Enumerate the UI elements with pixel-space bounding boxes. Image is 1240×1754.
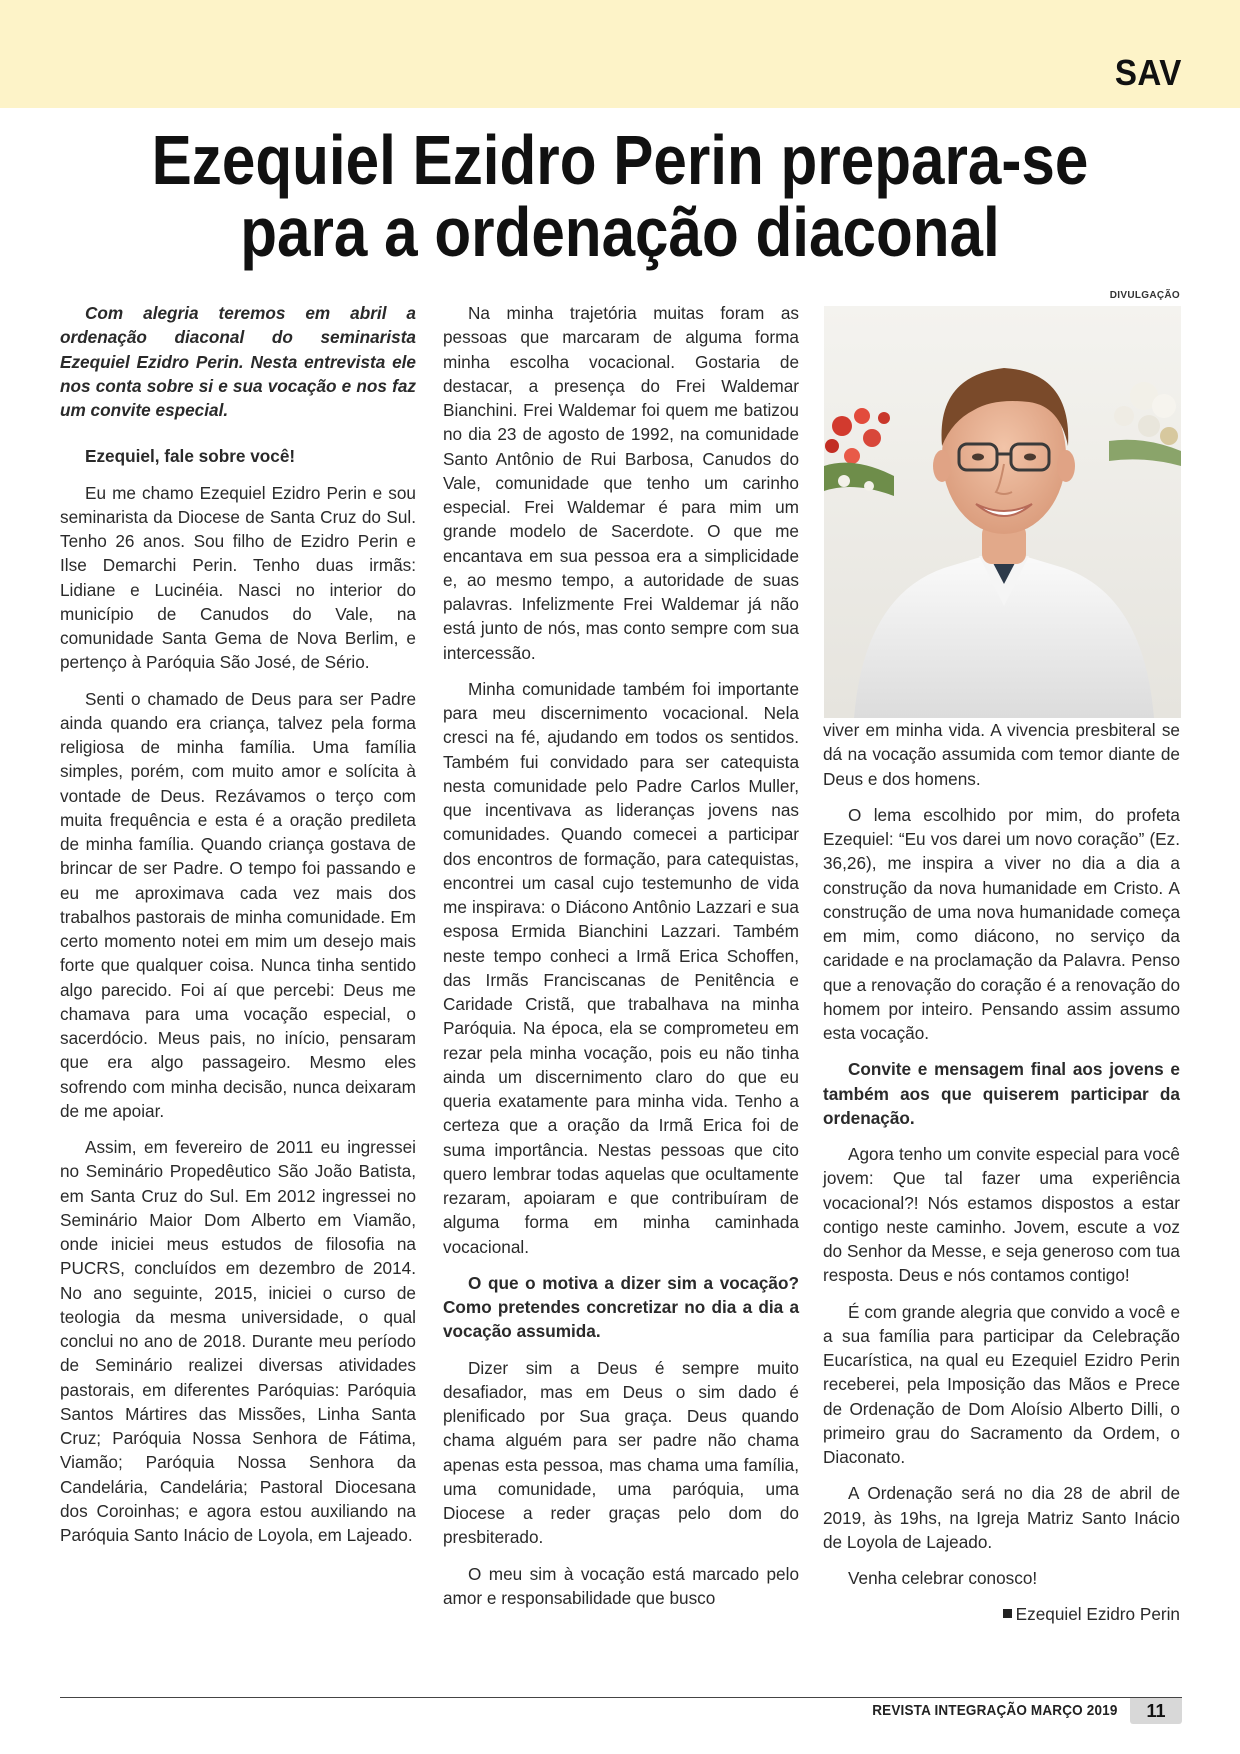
paragraph: Na minha trajetória muitas foram as pessoas que marcaram de alguma forma minha escolha vocacional. Gostaria de destacar, a presença do Frei Waldemar Bianchini. Frei Waldemar foi quem me batizou no dia 23 de agosto de 1992, na comunidade Santo Antônio de Rui Barbosa, Canudos do Vale, comunidade que tenho um carinho especial. Frei Waldemar é para mim um grande modelo de Sacerdote. O que me encantava em sua pessoa era a simplicidade e, ao mesmo tempo, a autoridade de suas palavras. Infelizmente Frei Waldemar já não está junto de nós, mas conto sempre com sua intercessão. [443,303,799,663]
paragraph: viver em minha vida. A vivencia presbiteral se dá na vocação assumida com temor diante de Deus e dos homens. [823,720,1180,789]
article-column-1 [60,301,416,1559]
headline-line-1: Ezequiel Ezidro Perin prepara-se [151,121,1089,199]
paragraph: A Ordenação será no dia 28 de abril de 2019, às 19hs, na Igreja Matriz Santo Inácio de Loyola de Lajeado. [823,1483,1180,1552]
paragraph: Senti o chamado de Deus para ser Padre ainda quando era criança, talvez pela forma religiosa de minha família. Uma família simples, porém, com muito amor e solícita à vontade de Deus. Rezávamos o terço com muita frequência e esta é a oração predileta de minha família. Quando criança gostava de brincar de ser Padre. O tempo foi passando e eu me aproximava cada vez mais dos trabalhos pastorais de minha comunidade. Em certo momento notei em mim um desejo mais forte que qualquer coisa. Nunca tinha sentido algo parecido. Foi aí que percebi: Deus me chamava para uma vocação especial, o sacerdócio. Meus pais, no início, pensaram que era algo passageiro. Mesmo eles sofrendo com minha decisão, nunca deixaram de me apoiar. [60,688,416,1121]
paragraph: Eu me chamo Ezequiel Ezidro Perin e sou seminarista da Diocese de Santa Cruz do Sul. Tenho 26 anos. Sou filho de Ezidro Perin e Ilse Demarchi Perin. Tenho duas irmãs: Lidiane e Lucinéia. Nasci no interior do município de Canudos do Vale, na comunidade Santa Gema de Nova Berlim, e pertenço à Paróquia São José, de Sério. [60,482,416,673]
photo-credit: DIVULGAÇÃO [1109,290,1180,301]
headline [138,121,1101,271]
interview-question-2: O que o motiva a dizer sim a vocação? Como pretendes concretizar no dia a dia a vocação assumida. [443,1272,799,1342]
interview-question-1: Ezequiel, fale sobre você! [85,446,296,467]
paragraph: Dizer sim a Deus é sempre muito desafiador, mas em Deus o sim dado é plenificado por Sua graça. Deus quando chama alguém para ser padre não chama apenas esta pessoa, mas chama uma família, uma comunidade, uma paróquia, uma Diocese a reder graças pelo dom do presbiterado. [443,1357,799,1548]
article-column-3 [823,718,1180,1639]
article-column-2 [443,301,799,1622]
header-band [0,0,1240,108]
author-name: Ezequiel Ezidro Perin [1015,1604,1180,1625]
interview-question-3: Convite e mensagem final aos jovens e também aos que quiserem participar da ordenação. [823,1059,1180,1128]
paragraph: Assim, em fevereiro de 2011 eu ingressei no Seminário Propedêutico São João Batista, em Santa Cruz do Sul. Em 2012 ingressei no Seminário Maior Dom Alberto em Viamão, onde iniciei meus estudos de filosofia na PUCRS, concluídos em dezembro de 2014. No ano seguinte, 2015, iniciei o curso de teologia da mesma universidade, o qual conclui no ano de 2018. Durante meu período de Seminário realizei diversas atividades pastorais, em diferentes Paróquias: Paróquia Santos Mártires das Missões, Linha Santa Cruz; Paróquia Nossa Senhora de Fátima, Viamão; Paróquia Nossa Senhora da Candelária, Candelária; Pastoral Diocesana dos Coroinhas; e agora estou auxiliando na Paróquia Santo Inácio de Loyola, em Lajeado. [60,1137,416,1545]
paragraph: O meu sim à vocação está marcado pelo amor e responsabilidade que busco [443,1563,799,1608]
paragraph: Venha celebrar conosco! [848,1568,1038,1588]
author-signature [823,1602,1180,1626]
paragraph: Minha comunidade também foi importante para meu discernimento vocacional. Nela cresci na fé, ajudando em todos os sentidos. Também fui convidado para ser catequista nesta comunidade pelo Padre Carlos Muller, que incentivava as lideranças jovens nas comunidades. Quando comecei a participar dos encontros de formação, para catequistas, encontrei um casal cujo testemunho de vida me inspirava: o Diácono Antônio Lazzari e sua esposa Ermida Bianchini Lazzari. Também neste tempo conheci a Irmã Erica Schoffen, das Irmãs Franciscanas de Penitência e Caridade Cristã, que trabalhava na minha Paróquia. Na época, ela se comprometeu em rezar pela minha vocação, pois eu não tinha ainda um discernimento claro do que eu queria exatamente para minha vida. Tenho a certeza que a oração da Irmã Erica foi de suma importância. Nestas pessoas que cito quero lembrar todas aquelas que ocultamente rezaram, apoiaram e que contribuíram de alguma forma em minha caminhada vocacional. [443,678,799,1257]
portrait-photo [824,306,1181,718]
page-number: 11 [1130,1698,1182,1724]
publication-info: REVISTA INTEGRAÇÃO MARÇO 2019 [872,1702,1118,1719]
section-tag: SAV [1114,52,1182,93]
portrait-illustration [824,306,1181,718]
paragraph: É com grande alegria que convido a você e a sua família para participar da Celebração Eucarística, na qual eu Ezequiel Ezidro Perin receberei, pela Imposição das Mãos e Prece de Ordenação de Dom Aloísio Alberto Dilli, o primeiro grau do Sacramento da Ordem, o Diaconato. [823,1301,1180,1467]
article-lead: Com alegria teremos em abril a ordenação diaconal do seminarista Ezequiel Ezidro Perin. Nesta entrevista ele nos conta sobre si e sua vocação e nos faz um convite especial. [60,303,416,420]
headline-line-2: para a ordenação diaconal [240,193,1000,271]
square-bullet-icon [1003,1609,1012,1618]
paragraph: Agora tenho um convite especial para você jovem: Que tal fazer uma experiência vocacional?! Nós estamos dispostos a estar contigo neste caminho. Jovem, escute a voz do Senhor da Messe, e seja generoso com tua resposta. Deus e nós contamos contigo! [823,1144,1180,1286]
footer-divider [60,1697,1182,1698]
paragraph: O lema escolhido por mim, do profeta Ezequiel: “Eu vos darei um novo coração” (Ez. 36,26), me inspira a viver no dia a dia a construção da nova humanidade em Cristo. A construção de uma nova humanidade começa em mim, como diácono, no serviço da caridade e na proclamação da Palavra. Penso que a renovação do coração é a renovação do homem por inteiro. Pensando assim assumo esta vocação. [823,804,1180,1043]
